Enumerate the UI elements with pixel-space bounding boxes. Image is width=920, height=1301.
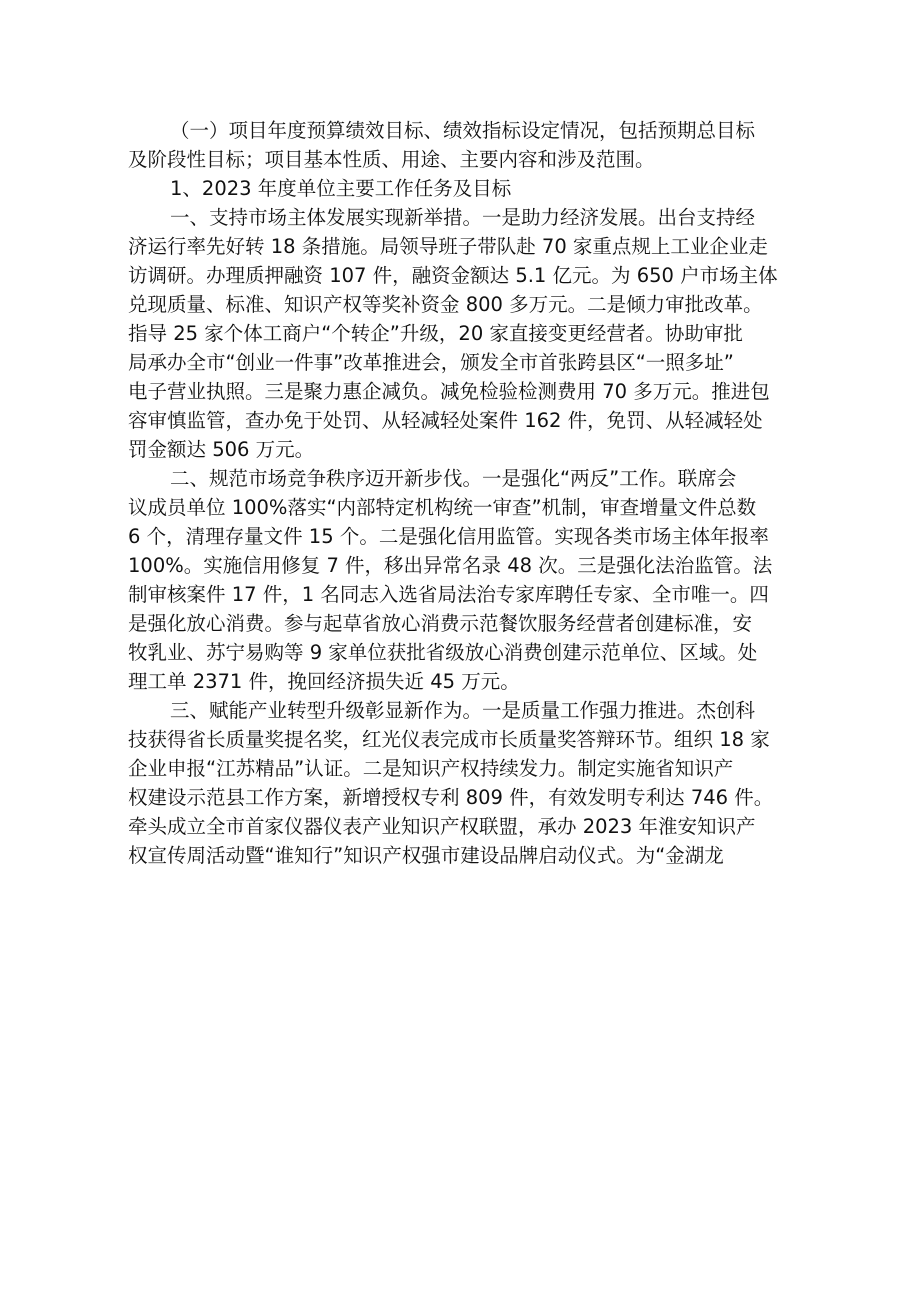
text-line: 权宣传周活动暨“谁知行”知识产权强市建设品牌启动仪式。为“金湖龙 [128, 844, 724, 867]
section-heading [128, 116, 830, 174]
text-line: 一、支持市场主体发展实现新举措。一是助力经济发展。出台支持经 [170, 206, 756, 229]
text-line: 权建设示范县工作方案，新增授权专利 809 件，有效发明专利达 746 件。 [128, 786, 774, 809]
text-line: 及阶段性目标；项目基本性质、用途、主要内容和涉及范围。 [128, 148, 655, 171]
text-line: （一）项目年度预算绩效目标、绩效指标设定情况，包括预期总目标 [170, 119, 756, 142]
text-line: 电子营业执照。三是聚力惠企减负。减免检验检测费用 70 多万元。推进包 [128, 380, 770, 403]
text-line: 是强化放心消费。参与起草省放心消费示范餐饮服务经营者创建标准，安 [128, 612, 753, 635]
text-line: 100%。实施信用修复 7 件，移出异常名录 48 次。三是强化法治监管。法 [128, 554, 773, 577]
text-line: 容审慎监管，查办免于处罚、从轻减轻处案件 162 件，免罚、从轻减轻处 [128, 409, 763, 432]
paragraph-part-one [128, 203, 830, 464]
text-line: 指导 25 家个体工商户“个转企”升级，20 家直接变更经营者。协助审批 [128, 322, 743, 345]
document-body [128, 116, 830, 870]
text-line: 牵头成立全市首家仪器仪表产业知识产权联盟，承办 2023 年淮安知识产 [128, 815, 756, 838]
text-line: 二、规范市场竞争秩序迈开新步伐。一是强化“两反”工作。联席会 [170, 467, 737, 490]
text-line: 技获得省长质量奖提名奖，红光仪表完成市长质量奖答辩环节。组织 18 家 [128, 728, 770, 751]
text-line: 牧乳业、苏宁易购等 9 家单位获批省级放心消费创建示范单位、区域。处 [128, 641, 758, 664]
text-line: 罚金额达 506 万元。 [128, 438, 315, 461]
text-line: 局承办全市“创业一件事”改革推进会，颁发全市首张跨县区“一照多址” [128, 351, 734, 374]
text-line: 三、赋能产业转型升级彰显新作为。一是质量工作强力推进。杰创科 [170, 699, 756, 722]
text-line: 理工单 2371 件，挽回经济损失近 45 万元。 [128, 670, 520, 693]
text-line: 兑现质量、标准、知识产权等奖补资金 800 多万元。二是倾力审批改革。 [128, 293, 763, 316]
text-line: 济运行率先好转 18 条措施。局领导班子带队赴 70 家重点规上工业企业走 [128, 235, 768, 258]
paragraph-part-three [128, 696, 830, 870]
text-line: 1、2023 年度单位主要工作任务及目标 [170, 177, 512, 200]
text-line: 议成员单位 100%落实“内部特定机构统一审查”机制，审查增量文件总数 [128, 496, 757, 519]
text-line: 6 个，清理存量文件 15 个。二是强化信用监管。实现各类市场主体年报率 [128, 525, 769, 548]
paragraph-part-two [128, 464, 830, 696]
text-line: 企业申报“江苏精品”认证。二是知识产权持续发力。制定实施省知识产 [128, 757, 734, 780]
text-line: 访调研。办理质押融资 107 件，融资金额达 5.1 亿元。为 650 户市场主体 [128, 264, 778, 287]
text-line: 制审核案件 17 件，1 名同志入选省局法治专家库聘任专家、全市唯一。四 [128, 583, 769, 606]
subheading [170, 174, 830, 203]
